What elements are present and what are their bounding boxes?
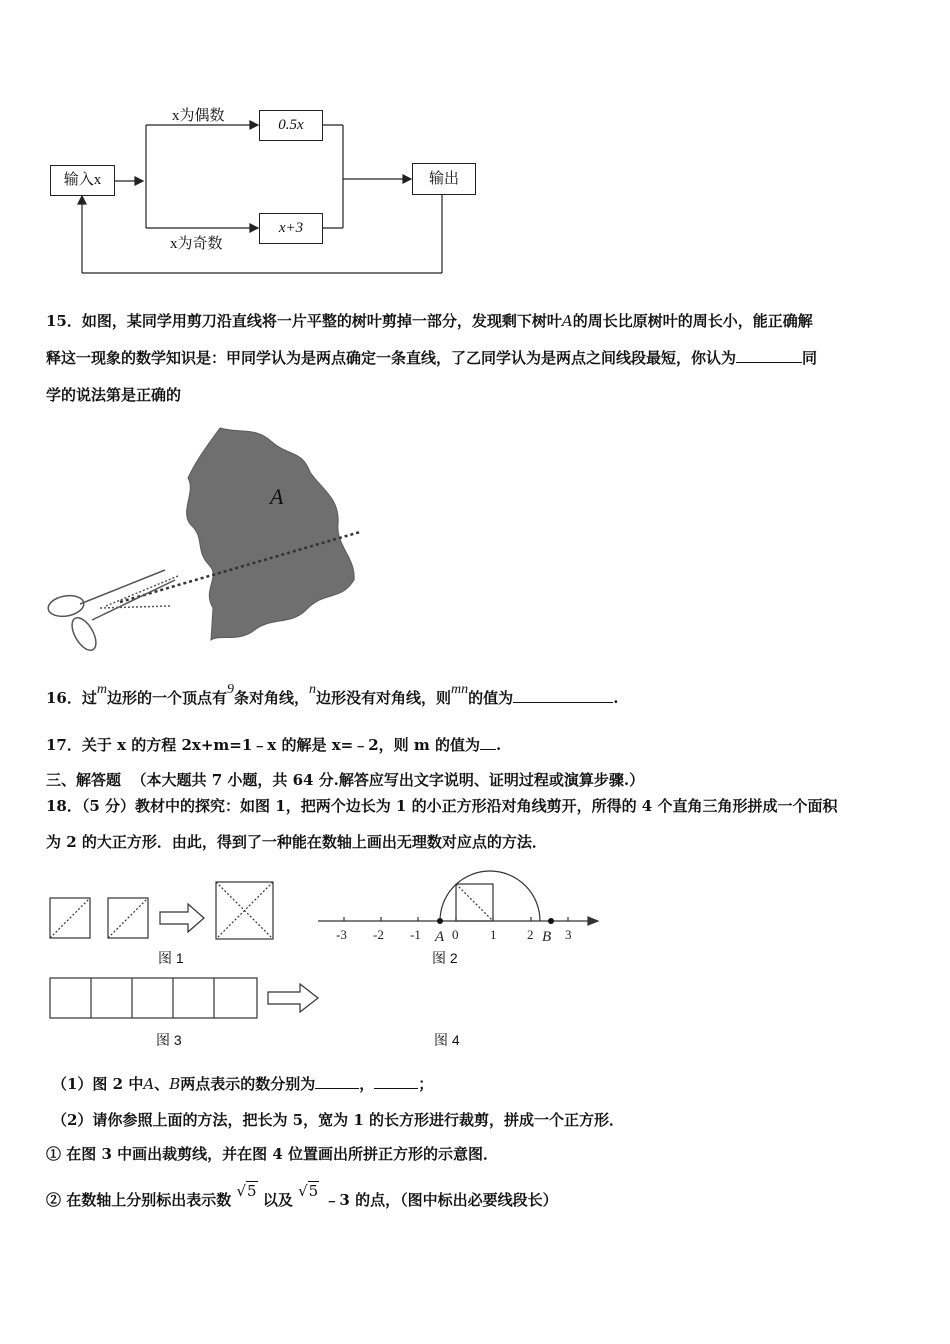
figure3-rectangle [46, 972, 336, 1024]
tick-label: -1 [410, 927, 421, 942]
leaf-label-A: A [270, 484, 284, 509]
q17-answer-blank[interactable] [480, 735, 496, 750]
output-label: 输出 [428, 171, 459, 187]
flowchart-lines [0, 0, 950, 290]
sqrt5-first: √5 [236, 1182, 257, 1200]
tick-label: -3 [336, 927, 347, 942]
scissors-icon [47, 570, 178, 654]
even-operation-box [259, 110, 323, 141]
point-A-label: A [435, 929, 445, 945]
tick-label: -2 [373, 927, 384, 942]
q16-var-m: m [96, 682, 107, 697]
q15-var-A: A [561, 312, 573, 330]
point-A-dot [437, 918, 443, 924]
q18-line1: 18．（5 分）教材中的探究：如图 1，把两个边长为 1 的小正方形沿对角线剪开，所得的 4 个直角三角形拼成一个面积 [46, 797, 838, 815]
q15-answer-blank[interactable] [736, 348, 802, 363]
q18-line2: 为 2 的大正方形．由此，得到了一种能在数轴上画出无理数对应点的方法． [46, 833, 547, 851]
input-label: 输入x [63, 172, 102, 188]
q15-line2: 释这一现象的数学知识是：甲同学认为是两点确定一条直线，了乙同学认为是两点之间线段最短，你认为 同 [46, 349, 818, 367]
q18-sub1: （1）图 2 中A、B两点表示的数分别为 ， ； [52, 1075, 434, 1093]
leaf-shape [187, 428, 355, 640]
figure2-caption: 图 2 [432, 950, 458, 966]
q15-line1: 15．如图，某同学用剪刀沿直线将一片平整的树叶剪掉一部分，发现剩下树叶A的周长比原树叶的周长小，能正确解 [46, 312, 813, 330]
q18-blank-A[interactable] [315, 1074, 359, 1089]
q16-answer-blank[interactable] [513, 688, 613, 703]
odd-operation-box [259, 213, 323, 244]
figure1-squares [46, 876, 286, 948]
point-B-dot [548, 918, 554, 924]
odd-operation: x+3 [278, 220, 304, 236]
tick-label: 3 [565, 927, 572, 942]
q15-line3: 学的说法第是正确的 [46, 386, 182, 404]
q18-item1: ① 在图 3 中画出裁剪线，并在图 4 位置画出所拼正方形的示意图． [46, 1145, 498, 1163]
tick-label: 0 [452, 927, 459, 942]
odd-branch-label: x为奇数 [170, 236, 223, 252]
tick-label: 1 [490, 927, 497, 942]
tick-label: 2 [527, 927, 534, 942]
figure1-caption: 图 1 [158, 950, 184, 966]
q17: 17．关于 x 的方程 2x+m=1﹣x 的解是 x=﹣2，则 m 的值为 . [46, 736, 502, 754]
sqrt5-second: √5 [298, 1182, 319, 1200]
leaf-scissors-figure [40, 420, 380, 660]
q16: 16．过m边形的一个顶点有9条对角线，n边形没有对角线，则mn的值为 . [46, 682, 619, 707]
q16-nine: 9 [227, 682, 235, 697]
q16-var-n: n [309, 682, 317, 697]
q18-sub2: （2）请你参照上面的方法，把长为 5，宽为 1 的长方形进行裁剪，拼成一个正方形． [52, 1111, 624, 1129]
output-box [412, 163, 476, 195]
q16-var-mn: mn [451, 682, 469, 697]
figure3-caption: 图 3 [156, 1032, 182, 1048]
input-box [50, 165, 115, 196]
figure4-caption: 图 4 [434, 1032, 460, 1048]
even-operation: 0.5x [278, 117, 304, 133]
even-branch-label: x为偶数 [172, 108, 225, 124]
q18-item2: ② 在数轴上分别标出表示数 √5 以及 √5 ﹣3 的点，（图中标出必要线段长） [46, 1182, 558, 1209]
figure2-number-line [310, 855, 610, 950]
q18-blank-B[interactable] [374, 1074, 418, 1089]
point-B-label: B [542, 929, 552, 945]
section3-heading: 三、解答题 （本大题共 7 小题，共 64 分.解答应写出文字说明、证明过程或演算步骤.） [46, 771, 645, 789]
